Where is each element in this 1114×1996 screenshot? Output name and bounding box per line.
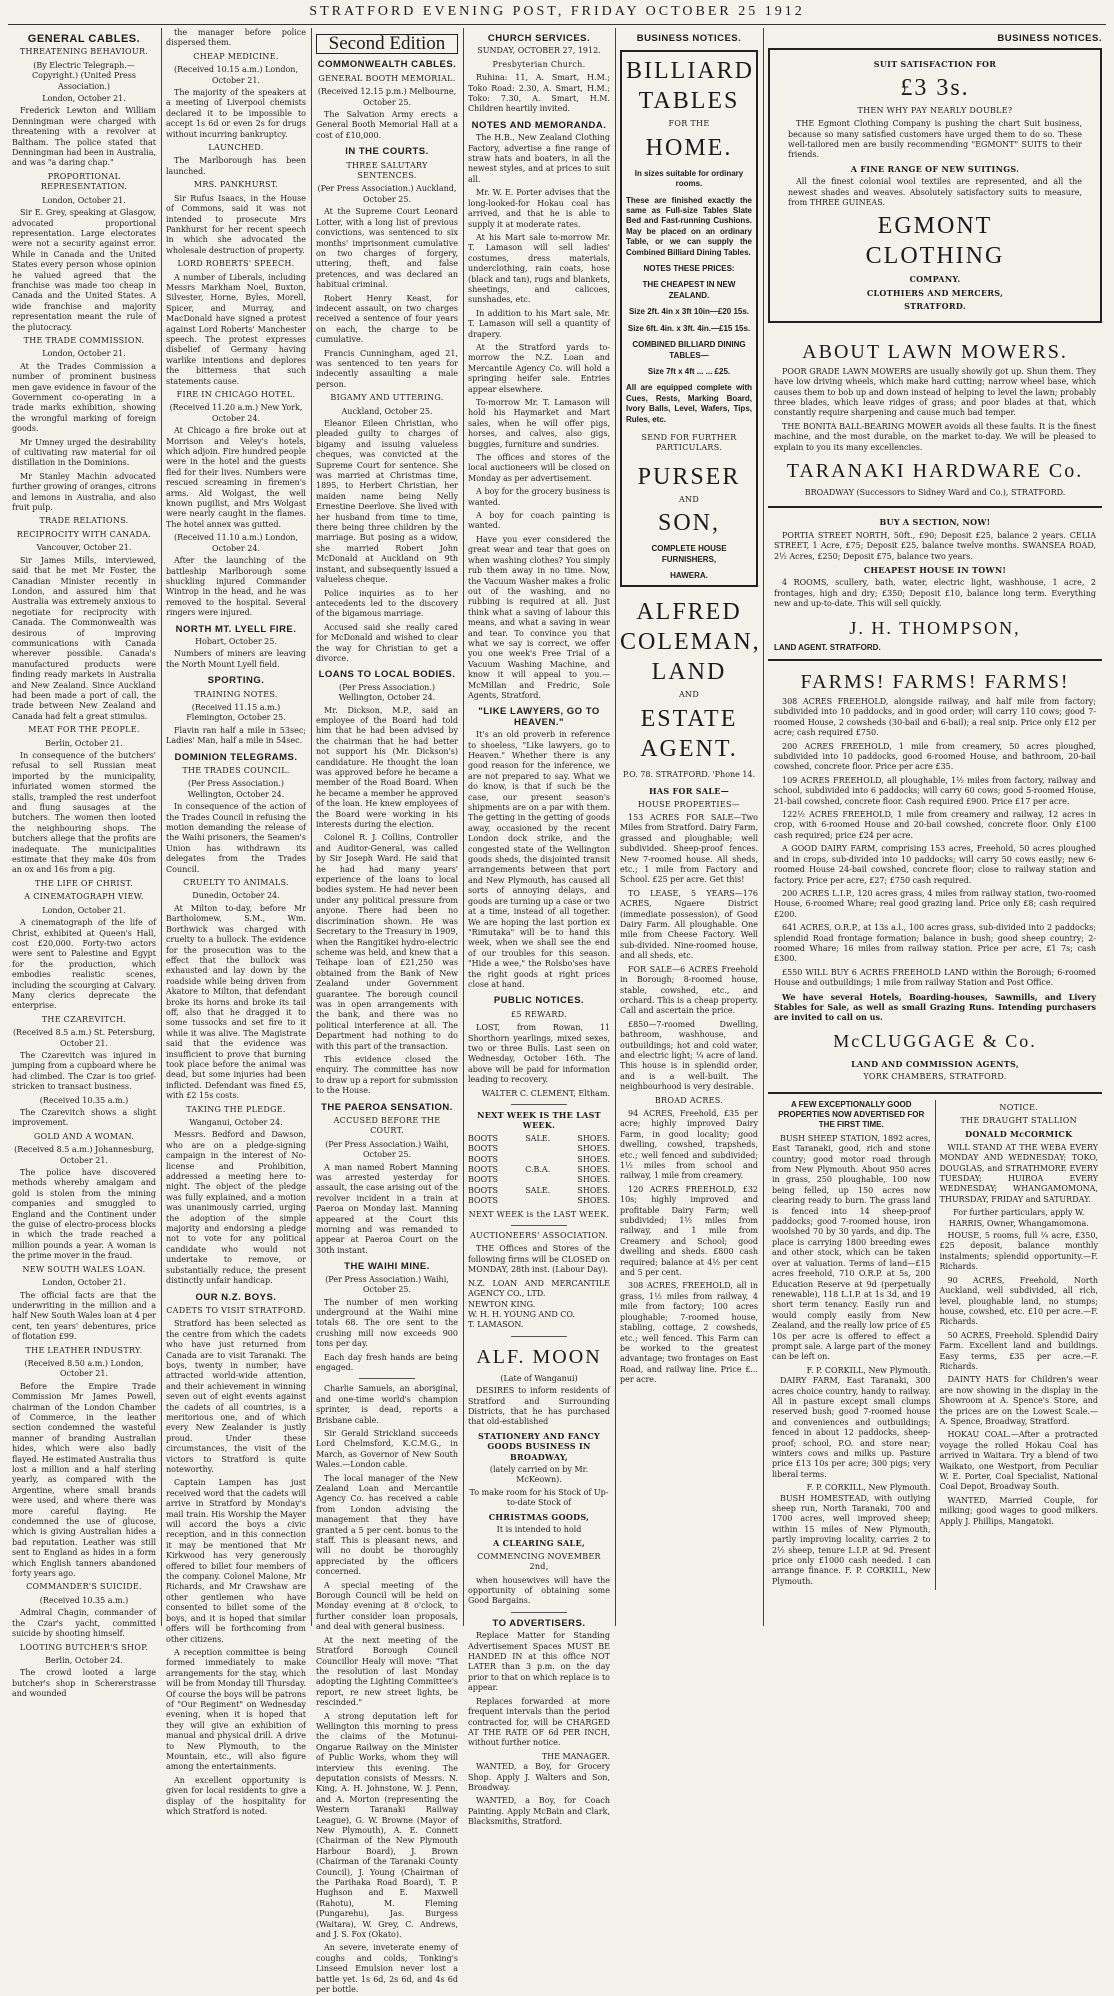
article-text: In consequence of the butchers' refusal to sell Russian meat imported by the municipality, infuriated women stormed the stalls, trampled the rest underfoot and flung sausages at the butchers. The women then looted the neighbouring shops. The butchers allege that the profits are inadequate. The municipalities estimate that they make 40s from an ox and 16s from a pig. [12,751,156,875]
listing: £550 WILL BUY 6 ACRES FREEHOLD LAND within the Borough; 6-roomed House and outbuildings; 1 mile from railway Station and Post Office. [774,967,1096,988]
subheading: A CINEMATOGRAPH VIEW. [24,892,144,902]
ad-text: LAND AGENT. STRATFORD. [774,642,881,652]
dateline: (Per Press Association.) Wellington, October 24. [338,682,436,703]
egmont-clothing-ad [768,48,1102,322]
second-edition-banner: Second Edition [316,34,458,54]
listing: A GOOD DAIRY FARM, comprising 153 acres, Freehold, 50 acres ploughed and in crops, sub-divided into 10 paddocks; will carry 50 cows easily; new 6-roomed House 24-bail cowshed, concrete floor; close to railway station and factory. Price per acre, £27; £750 cash required. [774,844,1096,885]
ad-title: AGENT. [640,735,738,762]
listing: 90 ACRES, Freehold, North Auckland, well subdivided, all rich, level, ploughable land, no stumps; house, cowshed, etc. £10 per acre.—F. Richards. [939,1275,1098,1327]
dateline: Berlin, October 21. [45,738,123,748]
subheading: LORD ROBERTS' SPEECH. [177,259,295,269]
listing: 109 ACRES FREEHOLD, all ploughable, 1½ miles from factory, railway and school, subdivided into 6 paddocks; will carry 60 cows; good 5-roomed House, 21-bail cowshed, concrete floor. Cash required £900. Price £17 per acre. [774,775,1096,806]
article-text: Replaces forwarded at more frequent intervals than the period contracted for, will be CHARGED AT THE RATE OF 6d PER INCH, without further notice. [468,1696,610,1748]
signature: F. P. CORKILL, New Plymouth. [806,1365,931,1375]
dateline: (Per Press Association.) Waihi, October 25. [325,1139,449,1160]
coleman-ad [620,597,761,810]
heading: THE PAEROA SENSATION. [321,1101,453,1113]
article-text: A cinematograph of the life of Christ, exhibited at Queen's Hall, cost £20,000. Forty-two actors were sent to Palestine and Egypt for the production, which embodies realistic scenes, including the scourging at Calvary. Many clerics deprecate the enterprise. [12,918,156,1011]
heading: GENERAL CABLES. [27,33,141,45]
ad-text: FOR THE [668,119,710,129]
dateline: (Received 8.50 a.m.) London, October 21. [24,1358,144,1379]
dateline: London, October 21. [42,94,126,104]
dateline: (Per Press Association.) Waihi, October 25. [325,1274,449,1295]
article-text: Mr Stanley Machin advocated further growing of oranges, citrons and lemons in Australia, and also fruit pulp. [12,471,156,513]
ad-text: HAWERA. [670,570,708,580]
article-text: The number of men working underground at the Waihi mine totals 68. The ore sent to the crushing mill now exceeds 900 tons per day. [316,1297,458,1349]
listing: 94 ACRES, Freehold, £35 per acre; highly improved Dairy Farm, in good locality; good dwelling, cowshed, trapsheds, etc.; well fenced and subdivided; 1½ miles from school and railway, 1 mile from creamery. [620,1108,758,1181]
ad-text: For further particulars, apply W. HARRIS, Owner, Whangamomona. [948,1208,1089,1228]
listing: WILL STAND AT THE WEBA EVERY MONDAY AND WEDNESDAY; TOKO, DOUGLAS, and STRATHMORE EVERY TUESDAY; HUIROA EVERY WEDNESDAY; WHANGAMOMONA, THURSDAY, FRIDAY and SATURDAY. [939,1142,1098,1204]
ad-title: ABOUT LAWN MOWERS. [802,340,1068,363]
ad-title: CLOTHING [865,243,1005,270]
article-text: Admiral Chagin, commander of the Czar's yacht, committed suicide by shooting himself. [12,1608,156,1639]
listing: TO LEASE, 5 YEARS—176 ACRES, Ngaere District (immediate possession), of Good Dairy Farm. All ploughable. One mile from Cheese Factory. Well sub-divided. Nine-roomed house, and all sheds, etc. [620,888,758,961]
ad-text: AND [678,690,700,700]
ad-title: TARANAKI HARDWARE Co. [786,459,1084,482]
dateline: (Received 8.5 a.m.) St. Petersburg, October 21. [12,1028,156,1048]
classified-ad: WANTED, a Boy, for Grocery Shop. Apply J. Walters and Son, Broadway. [468,1762,610,1792]
column-6 [764,28,1106,1626]
subheading: BIGAMY AND UTTERING. [330,393,444,403]
heading: "LIKE LAWYERS, GO TO HEAVEN." [478,706,600,728]
bottom-notices [768,1094,1102,1591]
article-text: Ruhina: 11, A. Smart, H.M.; Toko Road: 2.30, A. Smart, H.M.; Toko: 7.30, A. Smart, H.M. Children heartily invited. [468,73,610,114]
article-text: Francis Cunningham, aged 21, was sentenced to ten years for indecently assaulting a male person. [316,348,458,389]
ad-text: YORK CHAMBERS, STRATFORD. [863,1072,1007,1082]
dateline: London, October 21. [42,195,126,205]
ad-title: £3 3s. [900,74,970,101]
thompson-ad [768,508,1102,661]
listing: 200 ACRES L.I.P., 120 acres grass, 4 miles from railway station, two-roomed House, 6-roomed Whare; real good grazing land. Price only £8; cash required £200. [774,888,1096,919]
dateline: Wanganui, October 24. [189,1118,283,1127]
dateline: Dunedin, October 24. [192,891,280,901]
subheading: FIRE IN CHICAGO HOTEL. [176,390,296,399]
article-text: In addition to his Mart sale, Mr. T. Lamason will sell a quantity of drapery. [468,308,610,339]
listing: 122½ ACRES FREEHOLD, 1 mile from creamery and railway, 12 acres in crop, with 6-roomed House and 20-bail cowshed, concrete floor. Only £100 cash required; price £24 per acre. [774,810,1096,840]
article-text: DESIRES to inform residents of Stratford and Surrounding Districts, that he has purchased that old-established [468,1386,610,1427]
farms-ad [768,661,1102,1094]
article-text: It's an old proverb in reference to shoeless, "Like lawyers, go to Heaven." Whether there is any good reason for the inference, we are not prepared to say. What we do know, is that if such be the case, our present season's shipments are on a par with them. The getting in the getting of goods away, occasioned by the recent London dock strike, and the congested state of the Wellington goods sheds, the disjointed transit arrangements between that port and New Plymouth, has caused all sorts of annoying delays, and goods are turning up a case or two at a time, instead of all together. We are hoping the last portion ex "Rimutaka" will be to hand this week, when we shall see the end of our troubles for this season. "Hide a wee," the Rolsbo'ses have the right goods at right prices close at hand. [468,730,610,989]
article-text: Frederick Lewton and William Denningman were charged with threatening with a revolver at Baltham. The police stated that Denningman had been in Australia, and was "a daring chap." [12,106,156,168]
ad-title: PURSER [637,463,741,490]
article-text: A boy for coach painting is wanted. [468,511,610,531]
column-3 [312,28,462,1995]
heading: OUR N.Z. BOYS. [195,1291,277,1303]
article-text: Mr. W. E. Porter advises that the long-looked-for Hokau coal has arrived, and that he is able to supply it at moderate rates. [468,188,610,229]
article-text: In consequence of the action of the Trades Council in refusing the motion demanding the release of the Waihi prisoners, the Seamen's Union has withdrawn its delegates from the Trades Council. [166,802,306,874]
price-line: Size 2ft. 4in x 3ft 10in—£20 15s. [628,307,750,317]
ad-text: CLOTHIERS AND MERCERS, [866,287,1004,298]
subheading: CHRISTMAS GOODS, [488,1511,590,1522]
ad-text: CHEAPEST HOUSE IN TOWN! [863,564,1007,575]
article-text: The police have discovered methods whereby amalgam and gold is stolen from the mining companies and smuggled to England and the Continent under the guise of electro-process blocks in which the trade reached a million pounds a year. A woman is the prime mover in the fraud. [12,1168,156,1261]
article-text: An excellent opportunity is given for local residents to give a display of the hospitality for which Stratford is noted. [166,1775,306,1816]
article-text: The crowd looted a large butcher's shop in Schererstrasse and wounded [12,1668,156,1699]
subheading: NEXT WEEK is the LAST WEEK. [468,1209,610,1219]
subheading: NOTICE. [999,1102,1039,1112]
article-text: The Czarevitch was injured in jumping from a cupboard where he had climbed. The Czar is too grief-stricken to transact business. [12,1050,156,1092]
subheading: THE LIFE OF CHRIST. [35,878,133,888]
column-2 [162,28,310,1816]
ad-text: BROADWAY (Successors to Sidney Ward and Co.), STRATFORD. [804,487,1066,497]
article-text: Charlie Samuels, an aboriginal, and one-time world's champion sprinter, is dead, reports a Brisbane cable. [316,1384,458,1425]
article-text: A boy for the grocery business is wanted. [468,487,610,507]
dateline: London, October 21. [42,349,126,359]
dateline: (Received 11.10 a.m.) London, October 24. [173,533,299,553]
article-text: The Czarevitch shows a slight improvement. [12,1108,156,1128]
article-text: Before the Empire Trade Commission Mr James Powell, chairman of the London Chamber of Commerce, in the leather section condemned the wasteful manner of branding Australian hides, which were also badly flayed. He estimated Australia thus lost a million and a half sterling yearly, as compared with the Argentine, where small brands were used, and where there was more careful flaying. He condemned the use of glucose, which is giving Australian hides a bad reputation. Leather was still sent to England as hides in a form which English tanners abandoned forty years ago. [12,1381,156,1579]
divider [511,1612,568,1613]
ad-text: In sizes suitable for ordinary rooms. [634,168,744,189]
list-item: NEWTON KING. [468,1299,536,1309]
subheading: DONALD McCORMICK [965,1129,1073,1140]
listing: BUSH SHEEP STATION, 1892 acres, East Taranaki, good, rich and stone country; good motor road through from New Plymouth. About 950 acres in grass, 250 ploughable, 100 now being felled, up 150 acres now clearing ready to burn. The grass land is fenced into 14 sheep-proof paddocks; good 7-roomed house, iron woolshed 70 by 30 yards, and dip. The place is carrying 1800 breeding ewes and other stock, which can be taken over at valuation. Terms of land—£15 acres freehold, 710 O.R.P. at 5s, 200 Education Reserve at 9d (perpetually renewable), 118 L.I.P. at 1s 3d, and 19 short term tenancy. Easily run and would comply easily from New Zealand, and the really low price of £5 10s per acre is offered to effect a prompt sale. A large part of the money can be left on. [772,1133,931,1362]
dateline: London, October 21. [42,905,126,915]
listing: HOKAU COAL.—After a protracted voyage the rolled Hokau Coal has arrived in Waitara. Try a blend of two Waikato, one Westport, from Peculiar W. E. Porter, Coal Specialist, National Coal Depot, Broadway South. [939,1430,1098,1492]
ad-text: All are equipped complete with Cues, Rests, Marking Board, Ivory Balls, Level, Wafers, Tips, Rules, etc. [626,383,752,424]
subheading: £5 REWARD. [511,1009,567,1019]
listing: 120 ACRES FREEHOLD, £32 10s; highly improved and profitable Dairy Farm; well subdivided; 1½ miles from railway, and 1 mile from Creamery and School; good dwelling and sheds. £800 cash required; balance at 4½ per cent and 5 per cent. [620,1184,758,1278]
dateline: (Received 10.15 a.m.) London, October 21. [173,65,299,85]
article-text: A strong deputation left for Wellington this morning to press the claims of the Motunui-Ongarue Railway on the Minister of Public Works, whom they will interview this evening. The deputation consists of Messrs. N. King, A. H. Johnstone, W. J. Penn, and A. Morton (representing the Western Taranaki Railway League), G. W. Browne (Mayor of New Plymouth), A. E. Connett (Chairman of the New Plymouth Harbour Board), J. Brown (Chairman of the Taranaki County Council), J. Young (Chairman of the Parihaka Road Board), T. P. Hughson and E. Maxwell (Rahotu), M. Fleming (Pungarehu), Jas. Burgess (Waitara), W. Grey, C. Andrews, and J. S. Fox (Okato). [316,1711,458,1940]
dateline: (Per Press Association.) Wellington, October 24. [187,779,285,799]
heading: BUSINESS NOTICES. [997,33,1102,44]
ad-text: AND [678,494,700,504]
dateline: (Received 8.5 a.m.) Johannesburg, October 21. [14,1145,154,1165]
article-text: Eleanor Eileen Christian, who pleaded guilty to charges of bigamy and issuing valueless cheques, was convicted at the Supreme Court for sentence. She was married at Christmas time, 1895, to Herbert Christian, her maiden name being Nelly Ernestine Deerlove. She lived with her husband from time to time, there being three children by the marriage. But posing as a widow, she married Robert John McDonald at Auckland on 9th instant, and subsequently issued a valueless cheque. [316,419,458,585]
listing: 153 ACRES FOR SALE—Two Miles from Stratford. Dairy Farm, grassed and ploughable; well subdivided. Sheep-proof fences. New 7-roomed house. All sheds, etc.; 1 mile from Factory and School. £25 per acre. Get this! [620,813,758,885]
listing: 50 ACRES, Freehold. Splendid Dairy Farm. Excellent land and buildings. Easy terms, £35 per acre.—F. Richards. [939,1330,1098,1371]
heading: NORTH MT. LYELL FIRE. [175,623,297,635]
article-text: The local manager of the New Zealand Loan and Mercantile Agency Co. has received a cable from London advising the management that they have granted a 5 per cent. bonus to the staff. This is pleasant news, and will no doubt be thoroughly appreciated by the officers concerned. [316,1473,458,1577]
subheading: ACCUSED BEFORE THE COURT. [333,1116,441,1136]
listing: 641 ACRES, O.R.P., at 13s a.l., 100 acres grass, sub-divided into 2 paddocks; splendid Road frontage formation; balance in bush; good sheep country; 2-roomed Whare; 16 miles from railway station. Price per acre, £1 7s; cash £300. [774,923,1096,964]
ad-text: POOR GRADE LAWN MOWERS are usually showily got up. Shun them. They have low driving wheels, which make hard cutting; narrow wheel base, which causes them to bob up and down instead of helping to level the lawn; probably three blades, which leave ridges of grass; and poor blades at that, which constantly require sharpening and cause much bad temper. [774,366,1096,418]
article-text: At the Supreme Court Leonard Lotter, with a long list of previous convictions, was sentenced to six months' imprisonment cumulative on two charges of forgery, uttering, theft, and false pretences, and was declared an habitual criminal. [316,207,458,290]
article-text: LOST, from Rowan, 11 Shorthorn yearlings, mixed sexes, two or three Bulls. Last seen on Wednesday, October 16th. The above will be paid for information leading to recovery. [468,1023,610,1085]
ad-text: 4 ROOMS, scullery, bath, water, electric light, washhouse, 1 acre, 2 frontages, high and dry; £350; Deposit £10, balance long term. Everything new and up-to-date. This will sell quickly. [774,578,1096,609]
article-text: Police inquiries as to her antecedents led to the discovery of the bigamous marriage. [316,588,458,619]
signature: WALTER C. CLEMENT, Eltham. [481,1088,610,1098]
dateline: Hobart, October 25. [195,636,277,646]
article-text: The offices and stores of the local auctioneers will be closed on Monday as per advertisement. [468,453,610,483]
notices [936,1100,1103,1591]
article-text: Sir Gerald Strickland succeeds Lord Chelmsford, K.C.M.G., in March, as Governor of New South Wales.—London cable. [316,1428,458,1470]
ad-text: A FINE RANGE OF NEW SUITINGS. [850,163,1020,174]
article-text: The official facts are that the underwriting in the million and a half New South Wales loan at 4 per cent, ten years' debentures, price of flotation £99. [12,1290,156,1342]
article-text: (lately carried on by Mr. McKeown). [489,1464,589,1485]
listing: DAINTY HATS for Children's wear are now showing in the display in the Showroom at A. Spence's Store, and the prices are on the Lowest Scale.—A. Spence, Broadway, Stratford. [939,1375,1098,1426]
price-line: Size 6ft. 4in. x 3ft. 4in.—£15 15s. [627,323,751,333]
dateline: Vancouver, October 21. [36,543,132,553]
dateline: (Received 10.35 a.m.) [39,1595,129,1605]
article-text: Each day fresh hands are being engaged. [316,1352,458,1372]
column-1 [8,28,160,1699]
article-text: At the Stratford yards to-morrow the N.Z. Loan and Mercantile Agency Co. will hold a springing heifer sale. Entries appear elsewhere. [468,342,610,394]
article-text: The majority of the speakers at a meeting of Liverpool chemists declared it to be impossible to accept 1s 6d or even 2s for drugs without incurring bankruptcy. [166,88,306,139]
list-item: N.Z. LOAN AND MERCANTILE AGENCY CO., LTD. [468,1278,610,1299]
listing: FOR SALE—6 ACRES Freehold in Borough; 8-roomed house, stable, cowshed, etc., and orchard. This is a cheap property. Call and ascertain the price. [620,964,758,1016]
divider [511,1336,568,1337]
dateline: (Received 11.15 a.m.) Flemington, October 25. [186,702,286,723]
ad-text: P.O. 78. STRATFORD. 'Phone 14. [622,769,756,779]
subheading: Presbyterian Church. [492,59,586,69]
ad-text: STRATFORD. [904,301,966,312]
article-text: At the Trades Commission a number of prominent business men gave evidence in favour of the Government co-operating in a trade marks exhibition, showing the wrongful marking of foreign goods. [12,361,156,434]
dateline: (By Electric Telegraph.—Copyright.) (United Press Association.) [32,60,136,91]
ad-text: SEND FOR FURTHER PARTICULARS. [641,432,737,453]
ad-text: All the finest colonial wool textiles are represented, and all the newest shades and weaves. Absolutely satisfactory suits to measure, from THREE GUINEAS. [788,177,1082,208]
ad-title: SON, [657,510,720,537]
classified-ad: WANTED, a Boy, for Coach Painting. Apply McBain and Clark, Blacksmiths, Stratford. [468,1796,610,1827]
subheading: COMMENCING NOVEMBER 2nd, [477,1551,601,1572]
column-4 [464,28,614,1827]
divider [511,1104,568,1105]
list-item: T. LAMASON. [468,1320,524,1330]
article-text: It is intended to hold [496,1525,582,1534]
article-text: Sir James Mills, interviewed, said that he met Mr Foster, the Canadian Minister recently in London, and assured him that Australia was extremely anxious to negotiate for reciprocity with Canada. The Commonwealth was desirous of improving communications with Canada wherever possible. Canada's manufactured products were finding ready markets in Australia and New Zealand. Since Auckland had been made a port of call, the trade between New Zealand and Canada had felt a great stimulus. [12,555,156,721]
corkill-listings [768,1100,936,1591]
heading: NOTES AND MEMORANDA. [471,119,607,131]
table-row: BOOTS SALE. SHOES. [468,1185,610,1195]
dateline: SUNDAY, OCTOBER 27, 1912. [477,46,601,56]
ad-title: LAND [651,659,727,686]
ad-text: NOTES THESE PRICES: [643,264,735,274]
ad-text: LAND AND COMMISSION AGENTS, [851,1058,1019,1069]
article-text: Sir Rufus Isaacs, in the House of Commons, said it was not intended to prosecute Mrs Pankhurst for her recent speech in which she advocated the wholesale destruction of property. [166,193,306,255]
subheading: NEW SOUTH WALES LOAN. [22,1264,146,1274]
article-text: The Salvation Army erects a General Booth Memorial Hall at a cost of £10,000. [316,110,458,140]
heading: COMMONWEALTH CABLES. [317,59,457,71]
subheading: CADETS TO VISIT STRATFORD. [166,1305,306,1315]
ad-text: PORTIA STREET NORTH, 50ft., £90; Deposit £25, balance 2 years. CELIA STREET, 1 Acre, £75; Deposit £25, balance twelve months. SWANSEA ROAD, 2½ Acres, £250; Deposit £75, balance two years. [774,530,1096,561]
subheading: BROAD ACRES. [654,1095,724,1105]
ad-text: THEN WHY PAY NEARLY DOUBLE? [857,105,1013,115]
ad-text: We have several Hotels, Boarding-houses, Sawmills, and Livery Stables for Sale, as well as small Grazing Runs. Intending purchasers are invited to call on us. [774,991,1096,1023]
listing: £850—7-roomed Dwelling, bathroom, washhouse, and outbuildings; hot and cold water, and electric light; ¼ acre of land. This house is in splendid order, and is a well-built. The neighbourhood is very desirable. [620,1019,758,1092]
ad-text: COMPANY. [909,274,961,285]
signature: THE MANAGER. [541,1751,610,1761]
article-text: After the launching of the battleship Marlborough some shuckling injured Commander Wintrop in the head, and he was removed to the hospital. Several ringers were injured. [166,556,306,618]
listing: BUSH HOMESTEAD, with outlying sheep run, North Taranaki, 700 and 1700 acres, well improved sheep; within 15 miles of New Plymouth, partly improving locality, carries 2 to 2½ sheep, tenure L.I.P. at 9d. Present price only £1000 cash needed. I can arrange finance. F. P. CORKILL, New Plymouth. [772,1493,931,1586]
ad-title: ESTATE [640,705,738,732]
signature: F. P. CORKILL, New Plymouth. [806,1483,931,1493]
subheading: GENERAL BOOTH MEMORIAL. [318,73,456,83]
subheading: HOUSE PROPERTIES— [637,799,741,809]
subheading: RECIPROCITY WITH CANADA. [16,529,152,539]
article-text: This evidence closed the enquiry. The committee has now to draw up a report for submission to the House. [316,1054,458,1096]
article-text: Flavin ran half a mile in 53sec; Ladies' Man, half a mile in 54sec. [166,725,306,746]
article-text: A special meeting of the Borough Council will be held on Monday evening at 8 o'clock, to further consider loan proposals, and deal with general business. [316,1580,458,1632]
article-text: Captain Lampen has just received word that the cadets will arrive in Stratford by Monday's mail train. His Worship the Mayer will accord the boys a civic reception, and in this connection it may be mentioned that Mr Kirkwood has very generously offered to billet four members of the company. Colonel Malone, Mr Richards, and Mr Crawshaw are other gentlemen who have consented to billet some of the boys, and it is hoped that similar offers will be forthcoming from other citizens. [166,1478,306,1644]
firm-list [468,1279,610,1331]
ad-text: THE Egmont Clothing Company is pushing the chart Suit business, because so many satisfied customers have urged them to do so. These well-tailored men are busily recommending "EGMONT" SUITS to their friends. [788,119,1082,160]
table-row: BOOTS SHOES. [468,1196,610,1206]
article-text: Replace Matter for Standing Advertisement Spaces MUST BE HANDED IN at this office NOT LATER than 3 p.m. on the day prior to that on which replace is to appear. [468,1631,610,1693]
article-text: Messrs. Bedford and Dawson, who are on a pledge-signing campaign in the interest of No-license and Prohibition, addressed a meeting here to-night. The object of the pledge was fully explained, and a motion was unanimously carried, urging the adoption of the simple majority and endorsing a pledge not to vote for any political candidate who would not undertake to remove, or substantially reduce, the present distinctly unfair handicap. [166,1130,306,1286]
divider [511,1225,568,1226]
subheading: THE TRADE COMMISSION. [23,335,145,345]
ad-title: ALF. MOON [476,1345,602,1368]
article-text: Have you ever considered the great wear and tear that goes on when washing clothes? You simply rub them away in no time. Now, the Vacuum Washer makes a frolic out of the washing, and no rubbing is required at all. Just think what a saving of labour this means, and what a saving in wear and tear. To convince you that what we say is correct, we offer you one week's Free Trial of a Vacuum Washing Machine, and know it will appeal to you.—McMillan and Fredric, Sole Agents, Stratford. [468,534,610,700]
ad-text: COMPLETE HOUSE FURNISHERS, [651,544,727,564]
article-text: Sir E. Grey, speaking at Glasgow, advocated proportional representation. Large electorates were not a security against error. While in Canada and the United States every person whose opinion he valued agreed that the franchise was made too cheap in Canada and the United States. A wide franchise and majority representation meant the rule of the plutocracy. [12,208,156,332]
article-text: To-morrow Mr. T. Lamason will hold his Haymarket and Mart sales, when he will offer pigs, horses, and calves, also gigs, buggies, furniture and sundries. [468,398,610,449]
article-text: THE Offices and Stores of the following firms will be CLOSED on MONDAY, 28th inst. (Labour Day). [468,1244,610,1275]
article-text: the manager before police dispersed them. [166,28,306,48]
subheading: PROPORTIONAL REPRESENTATION. [40,171,128,192]
subheading: THE DRAUGHT STALLION [960,1116,1077,1125]
listing: HOUSE, 5 rooms, full ¼ acre, £350, £25 deposit, balance monthly instalments; splendid opportunity.—F. Richards. [939,1231,1098,1272]
divider [359,1378,416,1379]
article-text: At the next meeting of the Stratford Borough Council Councillor Healy will move: "That the resolution of last Monday adopting the Lighting Committee's report, re new street lights, be rescinded." [316,1635,458,1708]
subheading: THE TRADES COUNCIL. [182,766,290,775]
subheading: MEAT FOR THE PEOPLE. [28,725,140,735]
subheading: MRS. PANKHURST. [193,180,279,190]
subheading: NEXT WEEK IS THE LAST WEEK. [477,1110,601,1131]
heading: SPORTING. [207,675,265,687]
ad-title: FARMS! FARMS! FARMS! [800,671,1070,693]
article-text: Robert Henry Keast, for indecent assault, on two charges received a sentence of four years on each, the charge to be cumulative. [316,293,458,345]
dateline: (Per Press Association.) Auckland, October 25. [317,184,457,204]
listing: 200 ACRES FREEHOLD, 1 mile from creamery, 50 acres ploughed, subdivided into 10 paddocks, good 6-roomed House, and bathroom, 20-bail cowshed, concrete floor. Price per acre £35. [774,741,1096,772]
list-item: W. H. H. YOUNG AND CO. [468,1309,576,1319]
ad-title: EGMONT [877,213,993,240]
ad-title: HOME. [645,134,733,161]
subheading: GOLD AND A WOMAN. [33,1131,135,1141]
article-text: Mr Umney urged the desirability of cultivating raw material for oil distillation in the Dominions. [12,437,156,468]
column-5 [616,28,762,1626]
masthead: STRATFORD EVENING POST, FRIDAY OCTOBER 25 1912 [309,4,805,19]
price-line: Size 7ft x 4ft ... ... £25. [647,366,731,376]
article-text: when housewives will have the opportunity of obtaining some Good Bargains. [468,1575,610,1606]
heading: DOMINION TELEGRAMS. [174,751,298,763]
subheading: AUCTIONEERS' ASSOCIATION. [470,1231,608,1241]
subheading: CHEAP MEDICINE. [193,51,279,61]
dateline: Auckland, October 25. [341,406,433,416]
dateline: (Received 10.35 a.m.) [39,1095,129,1105]
heading: PUBLIC NOTICES. [493,995,585,1007]
article-text: Numbers of miners are leaving the North Mount Lyell field. [166,649,306,669]
article-text: At Chicago a fire broke out at Morrison and Veley's hotels, which adjoin. Fire hundred people were in the hotel and the guests fled for their lives. Numbers were rescued screaming in firemen's arms. Ald Wolgast, the well known pugilist, and Mrs Wolgast were nearly caught in the flames. The hotel annex was gutted. [166,426,306,529]
ad-title: COLEMAN, [620,629,761,656]
table-row: BOOTS SHOES. [468,1154,610,1164]
subheading: THREE SALUTARY SENTENCES. [346,160,428,181]
article-text: At his Mart sale to-morrow Mr. T. Lamason will sell ladies' costumes, dress materials, underclothing, rain coats, hose (black and tan), rugs and blankets, sheetings, and calicoes, sunshades, etc. [468,232,610,305]
subheading: A CLEARING SALE, [493,1538,585,1549]
masthead-rule [8,24,1106,25]
subheading: TRADE RELATIONS. [39,516,129,526]
ad-title: TABLES [638,88,740,115]
subheading: LAUNCHED. [208,143,264,153]
billiard-ad [620,50,758,587]
ad-text: THE CHEAPEST IN NEW ZEALAND. [642,280,736,300]
article-text: Accused said she really cared for McDonald and wished to clear the way for Christian to get a divorce. [316,622,458,663]
listing: WANTED, Married Couple, for milking; good wages to good milkers. Apply J. Phillips, Mangatoki. [939,1495,1098,1526]
subheading: STATIONERY AND FANCY GOODS BUSINESS IN BROADWAY, [477,1430,601,1462]
boots-sale-table [468,1134,610,1207]
heading: THE WAIHI MINE. [344,1261,430,1273]
ad-text: SUIT SATISFACTION FOR [873,59,997,70]
ad-text: THE BONITA BALL-BEARING MOWER avoids all these faults. It is the finest machine, and the most durable, on the market to-day. We will be pleased to explain to you its many excellencies. [774,421,1096,452]
subheading: (Late of Wanganui) [500,1373,578,1383]
heading: BUSINESS NOTICES. [636,33,742,44]
dateline: Berlin, October 24. [45,1655,123,1665]
listing: 308 ACRES, FREEHOLD, all in grass, 1½ miles from railway, 4 mile from factory; 100 acres ploughable; 7-roomed house, stabling, cottage, 2 cowsheds, etc.; well fenced. This Farm can be worked to the greatest advantage; two frontages on East Road, and railway line. Price £... per acre. [620,1281,758,1385]
article-text: A number of Liberals, including Messrs Markham Noel, Buxton, Silvester, Horne, Byles, Morell, Spicer, and Murray, and MacDonald have signed a protest against Lord Roberts' Manchester speech. The protest expresses disbelief of Germany having warlike intentions and deplores the bitterness that such statements cause. [166,272,306,386]
ad-text: These are finished exactly the same as Full-size Tables Slate Bed and Fast-running Cushions. May be placed on an ordinary Table, or we can supply the Combined Billiard Dining Tables. [626,195,752,257]
ad-text: BUY A SECTION, NOW! [879,517,991,528]
price-line: COMBINED BILLIARD DINING TABLES— [632,340,746,360]
heading: IN THE COURTS. [345,146,429,158]
dateline: (Received 11.20 a.m.) New York, October 24. [169,403,303,423]
article-text: The Marlborough has been launched. [166,156,306,176]
table-row: BOOTS SHOES. [468,1175,610,1185]
listing: DAIRY FARM, East Taranaki, 300 acres choice country, handy to railway. All in pasture except small clumps reserved bush; good 7-roomed house and conveniences and outbuildings; fenced in about 12 paddocks, sheep-proof; school, P.O. and store near; winters cows and milks up. Pasture price £13 10s per acre; 300 pigs; very liberal terms. [772,1376,931,1479]
subheading: COMMANDER'S SUICIDE. [26,1582,142,1592]
ad-title: BILLIARD [626,58,754,85]
article-text: To make room for his Stock of Up-to-date Stock of [469,1487,609,1508]
article-text: Stratford has been selected as the centre from which the cadets who have just returned from Canada are to visit Taranaki. The boys, twenty in number, have attracted world-wide attention, and their achievement in winning seven out of eight events against the cadets of all countries, is a meritorious one, and of which every New Zealander is justly proud. Under these circumstances, the visit of the victors to Stratford is quite noteworthy. [166,1319,306,1474]
ad-title: J. H. THOMPSON, [849,617,1021,638]
ad-title: ALFRED [636,599,742,626]
subheading: THREATENING BEHAVIOUR. [19,47,149,57]
article-text: The H.B., New Zealand Clothing Factory, advertise a fine range of straw hats and boaters, in all the newest styles, and at prices to suit all. [468,133,610,184]
table-row: BOOTS SHOES. [468,1144,610,1154]
listing: 308 ACRES FREEHOLD, alongside railway, and half mile from factory; subdivided into 10 paddocks, and in good order; will carry 110 cows; good 7-roomed House, 2 cowsheds (30-bail and 6-bail); a real snip. Price only £12 per acre; cash required £750. [774,697,1096,738]
subheading: THE LEATHER INDUSTRY. [25,1345,143,1355]
article-text: A man named Robert Manning was arrested yesterday for assault, the case arising out of the revolver incident in a train at Paeroa on Monday last. Manning appeared at the Court this morning and was remanded to appear at Paeroa Court on the 30th instant. [316,1162,458,1255]
subheading: HAS FOR SALE— [648,786,730,797]
ad-title: McCLUGGAGE & Co. [833,1030,1037,1051]
ad-text: A FEW EXCEPTIONALLY GOOD PROPERTIES NOW ADVERTISED FOR THE FIRST TIME. [778,1099,925,1130]
article-text: A reception committee is being formed immediately to make arrangements for the stay, which will be from Monday till Thursday. Of course the boys will be patrons of "Our Regiment" on Wednesday evening, when it is hoped that they will give an exhibition of manual and physical drill. A drive to New Plymouth, to the Mountain, etc., will also figure among the entertainments. [166,1647,306,1772]
subheading: TAKING THE PLEDGE. [186,1104,286,1114]
lawn-mowers-ad [768,331,1102,509]
dateline: (Received 12.15 p.m.) Melbourne, October 25. [317,87,457,107]
article-text: At Milton to-day, before Mr Bartholomew, S.M., Wm. Borthwick was charged with cruelty to a bullock. The evidence for the prosecution was to the effect that the bullock was exhausted and lay down by the roadside while being driven from Akatore to Milton, that defendant broke its horns and broke its tail off, also that he dragged it to some tussocks and set fire to it while it was alive. The Magistrate said that the evidence was insufficient to prove that burning took place before the animal was dead, but some injuries had been inflicted. Defendant was fined £5, with £2 15s costs. [166,903,306,1101]
subheading: LOOTING BUTCHER'S SHOP. [19,1642,149,1652]
article-text: Colonel R. J. Collins, Controller and Auditor-General, was called by Sir Joseph Ward. He said that he had had many years' experience of the loans to local bodies system. He had never been under any political pressure from anyone. There had been no discrimination shown. He was Secretary to the Treasury in 1909, when the Rangitikei hydro-electric scheme was held, and knew that a Teihape loan of £21,250 was obtained from the Bank of New Zealand under Government guarantee. The borough council was in open arrangements with the bank, and there was no political interference at all. The Department had nothing to do with this part of the transaction. [316,833,458,1051]
dateline: London, October 21. [42,1278,126,1288]
heading: LOANS TO LOCAL BODIES. [318,669,456,681]
article-text: An severe, inveterate enemy of coughs and colds, Tonking's Linseed Emulsion never lost a battle yet. 1s 6d, 2s 6d, and 4s 6d per bottle. [316,1943,458,1995]
subheading: THE CZAREVITCH. [41,1014,127,1024]
heading: CHURCH SERVICES. [487,33,591,44]
table-row: BOOTS C.B.A. SHOES. [468,1165,610,1175]
heading: TO ADVERTISERS. [492,1617,586,1629]
article-text: Mr. Dickson, M.P., said an employee of the Board had told him that he had been advised by the chairman that he had better not support his (Mr. Dickson's) candidature. He thought the loan was approved before he became a member of the Road Board. When he became a member he approved of the loan. He knew employees of the Board were working in his interests during the election. [316,705,458,830]
subheading: TRAINING NOTES. [194,689,278,699]
table-row: BOOTS SALE. SHOES. [468,1133,610,1143]
subheading: CRUELTY TO ANIMALS. [183,878,289,888]
